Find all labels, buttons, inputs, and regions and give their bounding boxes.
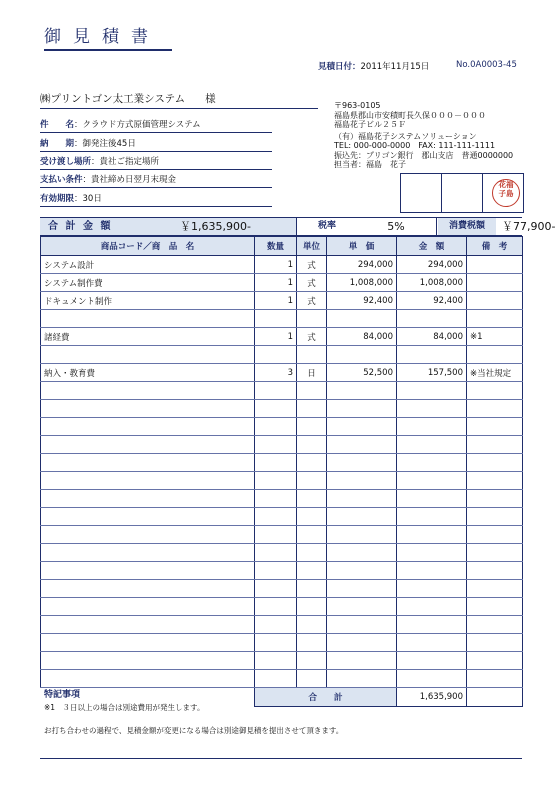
table-row — [41, 598, 523, 616]
table-cell — [41, 562, 255, 580]
table-cell: 84,000 — [397, 328, 467, 346]
table-cell — [297, 616, 327, 634]
date-value: 2011年11月15日 — [360, 62, 430, 72]
info-value: ：貴社ご指定場所 — [91, 157, 160, 167]
table-cell: システム設計 — [41, 256, 255, 274]
table-cell — [41, 652, 255, 670]
table-row — [41, 328, 523, 346]
table-cell — [255, 580, 297, 598]
table-cell — [467, 274, 523, 292]
table-cell: 294,000 — [327, 256, 397, 274]
table-row — [41, 400, 523, 418]
note-1: ※1 ３日以上の場合は別途費用が発生します。 — [44, 703, 205, 712]
table-cell — [41, 346, 255, 364]
table-cell — [397, 670, 467, 688]
table-row — [41, 454, 523, 472]
table-row — [41, 634, 523, 652]
table-cell — [397, 598, 467, 616]
table-cell — [467, 418, 523, 436]
table-row — [41, 616, 523, 634]
table-cell — [41, 310, 255, 328]
table-cell — [397, 454, 467, 472]
sum-value: 1,635,900 — [397, 688, 467, 707]
table-row — [41, 652, 523, 670]
tax-rate: 5% — [387, 220, 405, 233]
table-cell: ※当社規定 — [467, 364, 523, 382]
table-cell: 式 — [297, 256, 327, 274]
table-cell — [397, 310, 467, 328]
notes-title: 特記事項 — [44, 690, 81, 700]
table-cell — [255, 490, 297, 508]
table-cell: ※1 — [467, 328, 523, 346]
table-row — [41, 472, 523, 490]
table-cell — [297, 436, 327, 454]
table-cell: システム制作費 — [41, 274, 255, 292]
info-value: ：御発注後45日 — [74, 139, 136, 149]
table-cell — [327, 598, 397, 616]
table-cell — [255, 400, 297, 418]
column-header: 単位 — [297, 237, 327, 256]
issuer-tel-fax: TEL: 000-000-0000 FAX: 111-111-1111 — [334, 141, 496, 150]
table-cell — [397, 526, 467, 544]
sum-empty — [467, 688, 523, 707]
table-cell — [327, 634, 397, 652]
table-row — [41, 274, 523, 292]
table-cell: 納入・教育費 — [41, 364, 255, 382]
table-cell — [41, 400, 255, 418]
table-cell: 1 — [255, 292, 297, 310]
table-cell — [255, 436, 297, 454]
table-cell — [467, 526, 523, 544]
table-row — [41, 490, 523, 508]
table-cell: 1 — [255, 274, 297, 292]
table-cell: 1,008,000 — [327, 274, 397, 292]
table-cell — [467, 346, 523, 364]
table-cell — [41, 436, 255, 454]
table-cell — [467, 562, 523, 580]
table-cell — [327, 472, 397, 490]
issuer-bank: 振込先：プリゴン銀行 郡山支店 普通0000000 — [334, 150, 514, 160]
issuer-address2: 福島花子ビル２５Ｆ — [334, 120, 406, 129]
table-cell — [41, 418, 255, 436]
table-cell: 84,000 — [327, 328, 397, 346]
table-cell: 92,400 — [397, 292, 467, 310]
table-row — [41, 436, 523, 454]
table-cell — [255, 670, 297, 688]
table-cell — [467, 598, 523, 616]
table-cell — [467, 436, 523, 454]
table-cell — [255, 382, 297, 400]
table-cell: 52,500 — [327, 364, 397, 382]
table-cell — [255, 616, 297, 634]
table-cell: ドキュメント制作 — [41, 292, 255, 310]
table-cell: 1 — [255, 256, 297, 274]
table-cell — [297, 310, 327, 328]
table-row — [41, 256, 523, 274]
table-cell — [397, 652, 467, 670]
table-cell — [467, 382, 523, 400]
table-cell — [297, 418, 327, 436]
table-cell: 3 — [255, 364, 297, 382]
table-cell — [297, 598, 327, 616]
customer-suffix: 様 — [205, 93, 216, 105]
table-cell — [327, 526, 397, 544]
table-cell — [467, 472, 523, 490]
table-row — [41, 292, 523, 310]
issuer-company: （有）福島花子システムソリューション — [334, 131, 477, 141]
seal-stamp — [492, 179, 520, 207]
info-label: 有効期限 — [40, 194, 75, 204]
table-cell — [255, 634, 297, 652]
table-cell — [327, 400, 397, 418]
note-2: お打ち合わせの過程で、見積金額が変更になる場合は別途御見積を提出させて頂きます。 — [44, 726, 344, 735]
table-cell — [397, 436, 467, 454]
table-cell — [255, 472, 297, 490]
column-header: 金 額 — [397, 237, 467, 256]
info-label: 納 期 — [40, 139, 75, 149]
table-cell — [41, 526, 255, 544]
total-summary-bar — [40, 217, 556, 236]
table-cell — [327, 652, 397, 670]
info-row — [40, 192, 272, 207]
table-cell — [397, 634, 467, 652]
table-cell — [327, 562, 397, 580]
table-cell — [297, 382, 327, 400]
customer-name: ㈱プリントゴン太工業システム — [40, 93, 186, 105]
table-cell — [41, 634, 255, 652]
info-row — [40, 118, 272, 133]
table-cell — [397, 490, 467, 508]
table-cell — [327, 454, 397, 472]
table-cell — [297, 400, 327, 418]
table-cell — [397, 580, 467, 598]
table-cell — [327, 436, 397, 454]
column-header: 商品コード／商 品 名 — [41, 237, 255, 256]
table-cell: 日 — [297, 364, 327, 382]
document-title: 御見積書 — [44, 22, 172, 51]
table-cell — [297, 472, 327, 490]
table-row — [41, 382, 523, 400]
table-cell — [41, 454, 255, 472]
table-cell — [467, 580, 523, 598]
table-row — [41, 310, 523, 328]
quote-date — [318, 60, 429, 72]
info-label: 支払い条件 — [40, 175, 83, 185]
table-cell: 1,008,000 — [397, 274, 467, 292]
info-row — [40, 155, 272, 170]
quote-number: No.0A0003-45 — [456, 60, 517, 70]
column-header: 数量 — [255, 237, 297, 256]
column-header: 備 考 — [467, 237, 523, 256]
table-cell — [41, 382, 255, 400]
table-cell: 294,000 — [397, 256, 467, 274]
table-cell — [397, 346, 467, 364]
table-cell — [297, 490, 327, 508]
table-cell — [255, 310, 297, 328]
table-cell — [255, 526, 297, 544]
info-row — [40, 173, 272, 188]
table-cell — [397, 508, 467, 526]
table-cell — [467, 454, 523, 472]
table-cell — [327, 508, 397, 526]
table-cell — [467, 670, 523, 688]
tax-rate-label: 税率 — [296, 218, 357, 235]
table-cell — [327, 580, 397, 598]
table-row — [41, 508, 523, 526]
table-cell — [327, 418, 397, 436]
table-cell — [297, 580, 327, 598]
table-cell — [297, 346, 327, 364]
sum-label: 合 計 — [255, 688, 397, 707]
table-cell — [41, 580, 255, 598]
table-row — [41, 418, 523, 436]
seal-line-1: 花福 — [498, 180, 514, 189]
table-cell — [327, 616, 397, 634]
table-cell — [327, 544, 397, 562]
table-cell: 式 — [297, 328, 327, 346]
table-cell — [297, 544, 327, 562]
table-cell: 式 — [297, 292, 327, 310]
table-cell — [255, 418, 297, 436]
table-cell — [41, 544, 255, 562]
table-cell — [467, 508, 523, 526]
table-cell — [41, 508, 255, 526]
table-cell — [255, 346, 297, 364]
table-cell — [297, 562, 327, 580]
tax-amount-label: 消費税額 — [438, 218, 496, 235]
table-cell — [41, 490, 255, 508]
issuer-block — [334, 101, 513, 170]
table-cell — [467, 634, 523, 652]
info-label: 受け渡し場所 — [40, 157, 92, 167]
bottom-rule — [40, 758, 522, 759]
total-amount: ￥1,635,900‐ — [180, 220, 251, 233]
tax-amount: ￥77,900‐ — [502, 220, 556, 233]
table-row — [41, 562, 523, 580]
table-cell — [467, 400, 523, 418]
table-row — [41, 346, 523, 364]
column-header: 単 価 — [327, 237, 397, 256]
date-label: 見積日付： — [318, 62, 361, 72]
table-cell — [327, 490, 397, 508]
table-cell — [255, 598, 297, 616]
table-cell — [327, 670, 397, 688]
table-cell — [255, 652, 297, 670]
table-cell: 92,400 — [327, 292, 397, 310]
table-cell — [255, 562, 297, 580]
seal-line-2: 子島 — [498, 189, 514, 198]
table-row — [41, 580, 523, 598]
table-row — [41, 670, 523, 688]
table-cell: 157,500 — [397, 364, 467, 382]
table-cell — [297, 508, 327, 526]
table-cell — [397, 562, 467, 580]
table-cell — [467, 256, 523, 274]
info-row — [40, 137, 272, 152]
table-row — [41, 544, 523, 562]
table-cell — [327, 310, 397, 328]
table-cell: 1 — [255, 328, 297, 346]
table-cell — [397, 418, 467, 436]
info-label: 件 名 — [40, 120, 75, 130]
line-items-table-wrap — [40, 236, 522, 707]
table-cell: 諸経費 — [41, 328, 255, 346]
table-cell: 式 — [297, 274, 327, 292]
info-value: ：貴社締め日翌月末現金 — [82, 175, 177, 185]
table-cell — [255, 544, 297, 562]
table-row — [41, 364, 523, 382]
table-cell — [397, 382, 467, 400]
stamp-box — [400, 173, 524, 213]
table-cell — [41, 670, 255, 688]
table-cell — [41, 598, 255, 616]
table-cell — [467, 652, 523, 670]
issuer-person: 担当者：福島 花子 — [334, 160, 406, 169]
table-cell — [41, 616, 255, 634]
table-cell — [467, 310, 523, 328]
table-cell — [297, 652, 327, 670]
table-cell — [255, 454, 297, 472]
table-cell — [297, 670, 327, 688]
customer-name-line — [40, 91, 318, 109]
table-cell — [467, 616, 523, 634]
info-value: ：30日 — [74, 194, 102, 204]
table-cell — [467, 292, 523, 310]
table-cell — [255, 508, 297, 526]
line-items-table — [40, 236, 523, 707]
table-cell — [297, 454, 327, 472]
table-cell — [297, 634, 327, 652]
table-cell — [467, 490, 523, 508]
total-label: 合 計 金 額 — [48, 221, 113, 232]
issuer-address1: 福島県郡山市安積町長久保０００－０００ — [334, 110, 486, 120]
table-cell — [327, 346, 397, 364]
table-cell — [397, 472, 467, 490]
table-cell — [397, 544, 467, 562]
table-cell — [397, 400, 467, 418]
table-cell — [467, 544, 523, 562]
table-row — [41, 526, 523, 544]
issuer-postal: 〒963-0105 — [334, 101, 381, 110]
table-cell — [397, 616, 467, 634]
table-cell — [327, 382, 397, 400]
info-value: ：クラウド方式原価管理システム — [74, 120, 201, 130]
table-cell — [297, 526, 327, 544]
table-cell — [41, 472, 255, 490]
